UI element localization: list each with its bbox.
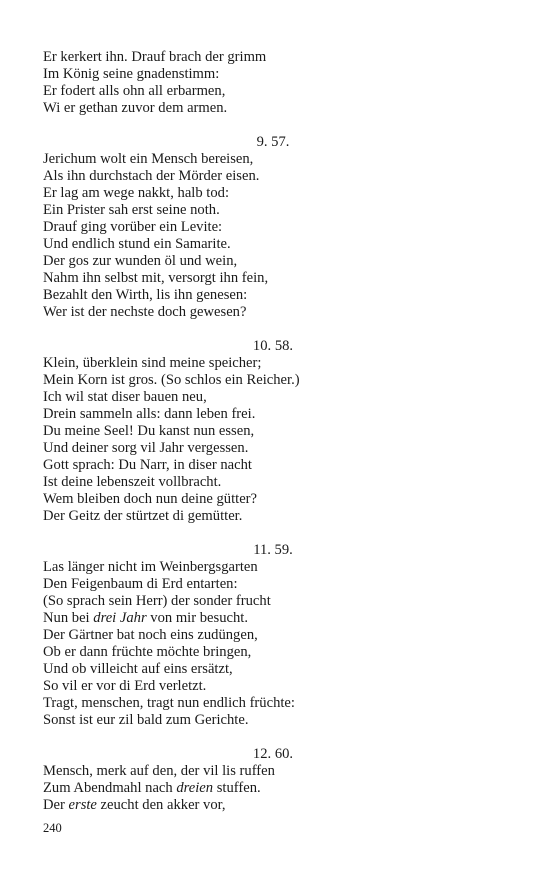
verse-line: Las länger nicht im Weinbergsgarten — [43, 559, 258, 575]
verse-line: Drauf ging vorüber ein Levite: — [43, 219, 223, 235]
verse-line: (So sprach sein Herr) der sonder frucht — [43, 593, 271, 609]
stanza-gap — [43, 525, 483, 542]
verse-line: Der gos zur wunden öl und wein, — [43, 253, 238, 269]
verse-line: Wi er gethan zuvor dem armen. — [43, 100, 228, 116]
italic-emphasis: dreien — [176, 780, 214, 796]
verse-line: Der Gärtner bat noch eins zudüngen, — [43, 627, 258, 643]
verse-line: Und endlich stund ein Samarite. — [43, 236, 231, 252]
verse-line: Er fodert alls ohn all erbarmen, — [43, 83, 226, 99]
stanza-continuation — [43, 49, 483, 117]
stanza-gap — [43, 117, 483, 134]
text-segment: zeucht den akker vor, — [96, 797, 226, 813]
verse-line — [43, 610, 483, 627]
stanza-12-60 — [43, 746, 483, 814]
text-segment: Der — [43, 797, 69, 813]
stanza-11-59 — [43, 542, 483, 729]
verse-line: Ist deine lebenszeit vollbracht. — [43, 474, 222, 490]
stanza-gap — [43, 729, 483, 746]
text-segment: Nun bei — [43, 610, 94, 626]
text-segment: stuffen. — [213, 780, 261, 796]
verse-line: Wem bleiben doch nun deine gütter? — [43, 491, 258, 507]
poem-text — [43, 49, 483, 814]
stanza-number: 11. 59. — [253, 542, 293, 558]
text-segment: von mir besucht. — [146, 610, 248, 626]
verse-line: Mein Korn ist gros. (So schlos ein Reicher.) — [43, 372, 300, 388]
text-segment: Zum Abendmahl nach — [43, 780, 177, 796]
verse-line: Er lag am wege nakkt, halb tod: — [43, 185, 230, 201]
verse-line: Ein Prister sah erst seine noth. — [43, 202, 220, 218]
stanza-gap — [43, 321, 483, 338]
verse-line: Und ob villeicht auf eins ersätzt, — [43, 661, 233, 677]
italic-emphasis: drei Jahr — [93, 610, 147, 626]
verse-line — [43, 780, 483, 797]
verse-line: Gott sprach: Du Narr, in diser nacht — [43, 457, 252, 473]
verse-line — [43, 797, 483, 814]
stanza-number: 12. 60. — [252, 746, 294, 762]
stanza-number: 9. 57. — [256, 134, 290, 150]
verse-line: Bezahlt den Wirth, lis ihn genesen: — [43, 287, 248, 303]
page-number: 240 — [43, 821, 62, 835]
verse-line: Klein, überklein sind meine speicher; — [43, 355, 262, 371]
verse-line: Drein sammeln alls: dann leben frei. — [43, 406, 256, 422]
verse-line: Als ihn durchstach der Mörder eisen. — [43, 168, 260, 184]
verse-line: Ich wil stat diser bauen neu, — [43, 389, 207, 405]
verse-line: Er kerkert ihn. Drauf brach der grimm — [43, 49, 267, 65]
verse-line: Mensch, merk auf den, der vil lis ruffen — [43, 763, 275, 779]
verse-line: Der Geitz der stürtzet di gemütter. — [43, 508, 243, 524]
verse-line: Und deiner sorg vil Jahr vergessen. — [43, 440, 249, 456]
verse-line: Im König seine gnadenstimm: — [43, 66, 220, 82]
stanza-10-58 — [43, 338, 483, 525]
stanza-number: 10. 58. — [252, 338, 294, 354]
verse-line: Du meine Seel! Du kanst nun essen, — [43, 423, 255, 439]
verse-line: Ob er dann früchte möchte bringen, — [43, 644, 252, 660]
verse-line: Tragt, menschen, tragt nun endlich früchte: — [43, 695, 295, 711]
verse-line: Nahm ihn selbst mit, versorgt ihn fein, — [43, 270, 269, 286]
stanza-9-57 — [43, 134, 483, 321]
italic-emphasis: erste — [68, 797, 97, 813]
verse-line: Sonst ist eur zil bald zum Gerichte. — [43, 712, 249, 728]
verse-line: Den Feigenbaum di Erd entarten: — [43, 576, 238, 592]
verse-line: So vil er vor di Erd verletzt. — [43, 678, 207, 694]
verse-line: Jerichum wolt ein Mensch bereisen, — [43, 151, 254, 167]
verse-line: Wer ist der nechste doch gewesen? — [43, 304, 247, 320]
